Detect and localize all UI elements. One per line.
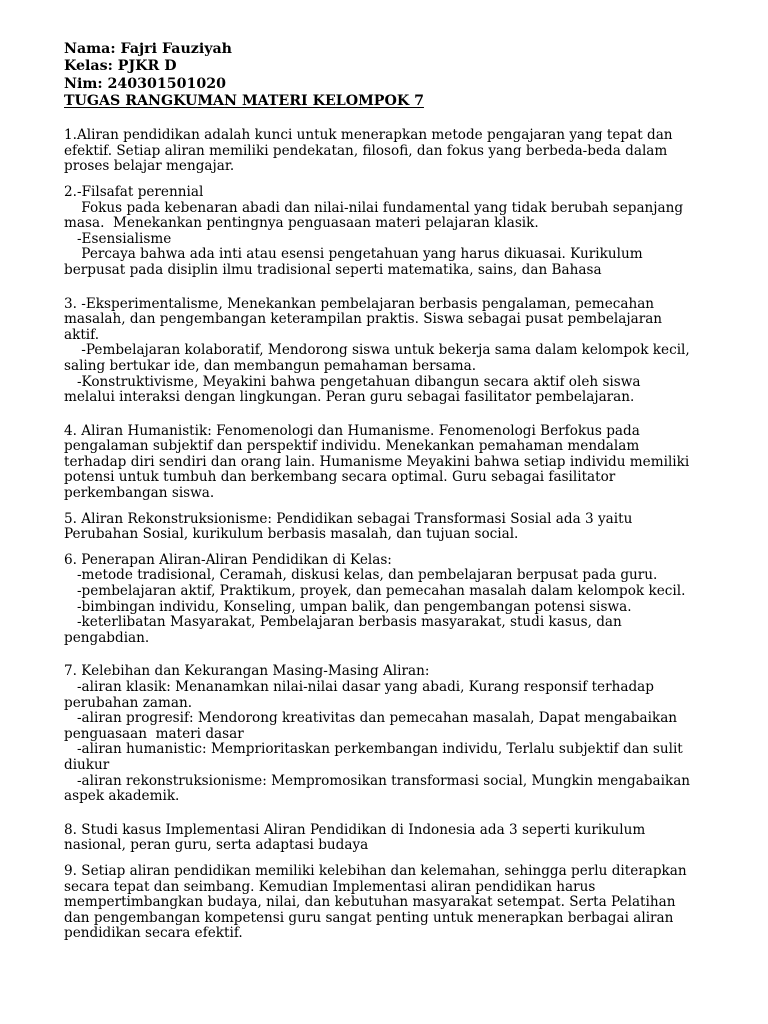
text-line: -Esensialisme [64, 230, 172, 247]
text-line: aktif. [64, 326, 100, 343]
text-line: perkembangan siswa. [64, 485, 215, 502]
text-line: dan pengembangan kompetensi guru sangat penting untuk menerapkan berbagai aliran [64, 909, 674, 926]
text-line: -pembelajaran aktif, Praktikum, proyek, dan pemecahan masalah dalam kelompok kecil. [64, 583, 686, 600]
text-line: 8. Studi kasus Implementasi Aliran Pendidikan di Indonesia ada 3 seperti kurikulum [64, 821, 646, 838]
text-line: 9. Setiap aliran pendidikan memiliki kelebihan dan kelemahan, sehingga perlu diterapkan [64, 862, 687, 879]
text-line: terhadap diri sendiri dan orang lain. Humanisme Meyakini bahwa setiap individu memiliki [64, 453, 690, 470]
text-line: nasional, peran guru, serta adaptasi budaya [64, 837, 369, 854]
student-class: Kelas: PJKR D [64, 58, 177, 75]
text-line: Fokus pada kebenaran abadi dan nilai-nilai fundamental yang tidak berubah sepanjang [64, 199, 684, 216]
document-page [64, 41, 722, 942]
text-line: 4. Aliran Humanistik: Fenomenologi dan Humanisme. Fenomenologi Berfokus pada [64, 422, 640, 439]
paragraph-5 [64, 512, 722, 543]
text-line: potensi untuk tumbuh dan berkembang secara optimal. Guru sebagai fasilitator [64, 469, 616, 486]
text-line: efektif. Setiap aliran memiliki pendekatan, filosofi, dan fokus yang berbeda-beda dalam [64, 142, 668, 159]
text-line: -aliran progresif: Mendorong kreativitas dan pemecahan masalah, Dapat mengabaikan [64, 710, 678, 727]
spacer [64, 406, 722, 424]
text-line: -Pembelajaran kolaboratif, Mendorong siswa untuk bekerja sama dalam kelompok kecil, [64, 342, 690, 359]
text-line: pengalaman subjektif dan perspektif individu. Menekankan pemahaman mendalam [64, 438, 640, 455]
text-line: 7. Kelebihan dan Kekurangan Masing-Masing Aliran: [64, 663, 430, 680]
text-line: -Konstruktivisme, Meyakini bahwa pengetahuan dibangun secara aktif oleh siswa [64, 373, 641, 390]
text-line: secara tepat dan seimbang. Kemudian Implementasi aliran pendidikan harus [64, 878, 596, 895]
spacer [64, 805, 722, 823]
spacer [64, 110, 722, 128]
text-line: -aliran rekonstruksionisme: Mempromosikan transformasi social, Mungkin mengabaikan [64, 772, 691, 789]
text-line: Percaya bahwa ada inti atau esensi pengetahuan yang harus dikuasai. Kurikulum [64, 246, 643, 263]
text-line: -aliran humanistic: Memprioritaskan perkembangan individu, Terlalu subjektif dan sulit [64, 741, 683, 758]
paragraph-8 [64, 823, 722, 854]
text-line: -keterlibatan Masyarakat, Pembelajaran berbasis masyarakat, studi kasus, dan [64, 614, 622, 631]
text-line: 5. Aliran Rekonstruksionisme: Pendidikan sebagai Transformasi Sosial ada 3 yaitu [64, 510, 633, 527]
text-line: penguasaan materi dasar [64, 725, 244, 742]
text-line: saling bertukar ide, dan membangun pemahaman bersama. [64, 357, 477, 374]
text-line: aspek akademik. [64, 788, 180, 805]
text-line: 2.-Filsafat perennial [64, 183, 204, 200]
text-line: -aliran klasik: Menanamkan nilai-nilai dasar yang abadi, Kurang responsif terhadap [64, 679, 654, 695]
paragraph-6 [64, 553, 722, 647]
text-line: mempertimbangkan budaya, nilai, dan kebutuhan masyarakat setempat. Serta Pelatihan [64, 894, 676, 911]
text-line: -bimbingan individu, Konseling, umpan balik, dan pengembangan potensi siswa. [64, 598, 632, 615]
student-name: Nama: Fajri Fauziyah [64, 41, 232, 57]
text-line: berpusat pada disiplin ilmu tradisional seperti matematika, sains, dan Bahasa [64, 261, 602, 278]
paragraph-2 [64, 185, 722, 279]
text-line: 6. Penerapan Aliran-Aliran Pendidikan di Kelas: [64, 551, 392, 568]
paragraph-1 [64, 128, 722, 175]
paragraph-9 [64, 864, 722, 942]
text-line: masa. Menekankan pentingnya penguasaan materi pelajaran klasik. [64, 215, 539, 232]
document-title: TUGAS RANGKUMAN MATERI KELOMPOK 7 [64, 92, 424, 109]
paragraph-4 [64, 424, 722, 502]
paragraph-3 [64, 297, 722, 406]
text-line: melalui interaksi dengan lingkungan. Peran guru sebagai fasilitator pembelajaran. [64, 389, 635, 406]
spacer [64, 279, 722, 297]
text-line: pengabdian. [64, 629, 150, 646]
text-line: 3. -Eksperimentalisme, Menekankan pembelajaran berbasis pengalaman, pemecahan [64, 295, 655, 312]
spacer [64, 646, 722, 664]
text-line: masalah, dan pengembangan keterampilan praktis. Siswa sebagai pusat pembelajaran [64, 311, 663, 328]
text-line: perubahan zaman. [64, 694, 193, 711]
text-line: diukur [64, 756, 110, 773]
text-line: Perubahan Sosial, kurikulum berbasis masalah, dan tujuan social. [64, 526, 519, 543]
paragraph-7 [64, 664, 722, 804]
text-line: 1.Aliran pendidikan adalah kunci untuk menerapkan metode pengajaran yang tepat dan [64, 127, 673, 144]
text-line: proses belajar mengajar. [64, 158, 235, 175]
student-nim: Nim: 240301501020 [64, 75, 227, 92]
text-line: -metode tradisional, Ceramah, diskusi kelas, dan pembelajaran berpusat pada guru. [64, 567, 658, 584]
text-line: pendidikan secara efektif. [64, 925, 243, 942]
